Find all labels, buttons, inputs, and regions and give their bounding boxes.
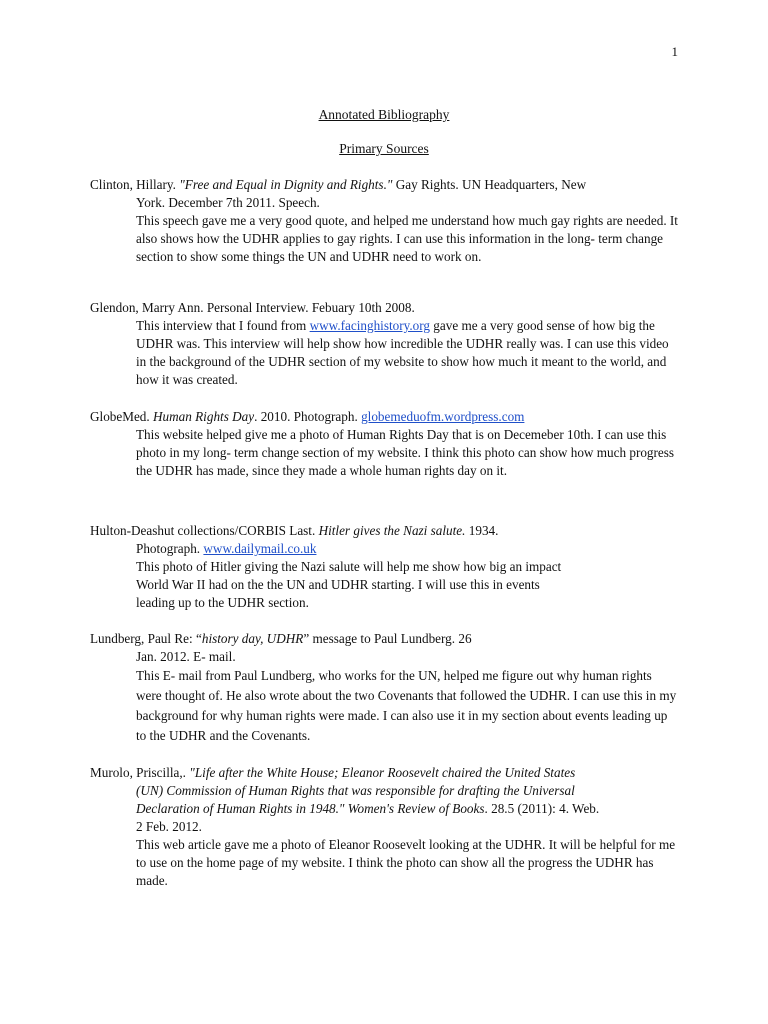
citation: Clinton, Hillary. "Free and Equal in Dignity and Rights." Gay Rights. UN Headquarters, New bbox=[90, 177, 587, 192]
annotation: This interview that I found from www.facinghistory.org gave me a very good sense of how big the UDHR was. This interview will help show how incredible the UDHR really was. I can use this video in the background of the UDHR section of my website to show how much it meant to the world, and how it was created. bbox=[136, 318, 669, 387]
annotation-line: This photo of Hitler giving the Nazi salute will help me show how big an impact bbox=[136, 559, 562, 574]
bibliography-entry-hulton bbox=[90, 522, 680, 612]
page-number: 1 bbox=[671, 44, 678, 59]
citation: Glendon, Marry Ann. Personal Interview. Febuary 10th 2008. bbox=[90, 300, 415, 315]
citation-continued: (UN) Commission of Human Rights that was responsible for drafting the Universal bbox=[136, 783, 575, 798]
bibliography-entry-murolo bbox=[90, 764, 680, 890]
annotation: This web article gave me a photo of Eleanor Roosevelt looking at the UDHR. It will be helpful for me to use on the home page of my website. I think the photo can show all the progress the UDHR has made. bbox=[136, 837, 676, 888]
section-heading: Primary Sources bbox=[339, 141, 429, 156]
citation: Hulton-Deashut collections/CORBIS Last. Hitler gives the Nazi salute. 1934. bbox=[90, 523, 499, 538]
citation-continued: Photograph. www.dailymail.co.uk bbox=[136, 541, 317, 556]
citation-continued: Declaration of Human Rights in 1948." Women's Review of Books. 28.5 (2011): 4. Web. bbox=[136, 801, 600, 816]
source-link[interactable]: www.dailymail.co.uk bbox=[203, 541, 317, 556]
source-link[interactable]: www.facinghistory.org bbox=[309, 318, 430, 333]
citation-continued: York. December 7th 2011. Speech. bbox=[136, 195, 320, 210]
citation: Murolo, Priscilla,. "Life after the White House; Eleanor Roosevelt chaired the United States bbox=[90, 765, 576, 780]
annotation-line: leading up to the UDHR section. bbox=[136, 595, 309, 610]
bibliography-entry-lundberg bbox=[90, 630, 680, 746]
bibliography-entry-globemed bbox=[90, 408, 680, 480]
citation-continued: 2 Feb. 2012. bbox=[136, 819, 202, 834]
annotation: This website helped give me a photo of Human Rights Day that is on Decemeber 10th. I can use this photo in my long- term change section of my website. I think this photo can show how much progress the UDHR has made, since they made a whole human rights day on it. bbox=[136, 427, 675, 478]
annotation: This speech gave me a very good quote, and helped me understand how much gay rights are needed. It also shows how the UDHR applies to gay rights. I can use this information in the long- term change section to show some things the UN and UDHR need to work on. bbox=[136, 213, 678, 264]
document-title: Annotated Bibliography bbox=[318, 107, 450, 122]
citation-continued: Jan. 2012. E- mail. bbox=[136, 649, 236, 664]
bibliography-entry-glendon bbox=[90, 299, 680, 389]
bibliography-entry-clinton bbox=[90, 176, 680, 266]
annotation: This E- mail from Paul Lundberg, who works for the UN, helped me figure out why human rights were thought of. He also wrote about the two Covenants that followed the UDHR. I can use this in my background for why human rights were made. I can also use it in my section about events leading up to the UDHR and the Covenants. bbox=[136, 668, 677, 743]
citation: GlobeMed. Human Rights Day. 2010. Photograph. globemeduofm.wordpress.com bbox=[90, 409, 525, 424]
source-link[interactable]: globemeduofm.wordpress.com bbox=[361, 409, 525, 424]
citation: Lundberg, Paul Re: “history day, UDHR” message to Paul Lundberg. 26 bbox=[90, 631, 472, 646]
annotation-line: World War II had on the the UN and UDHR starting. I will use this in events bbox=[136, 577, 540, 592]
